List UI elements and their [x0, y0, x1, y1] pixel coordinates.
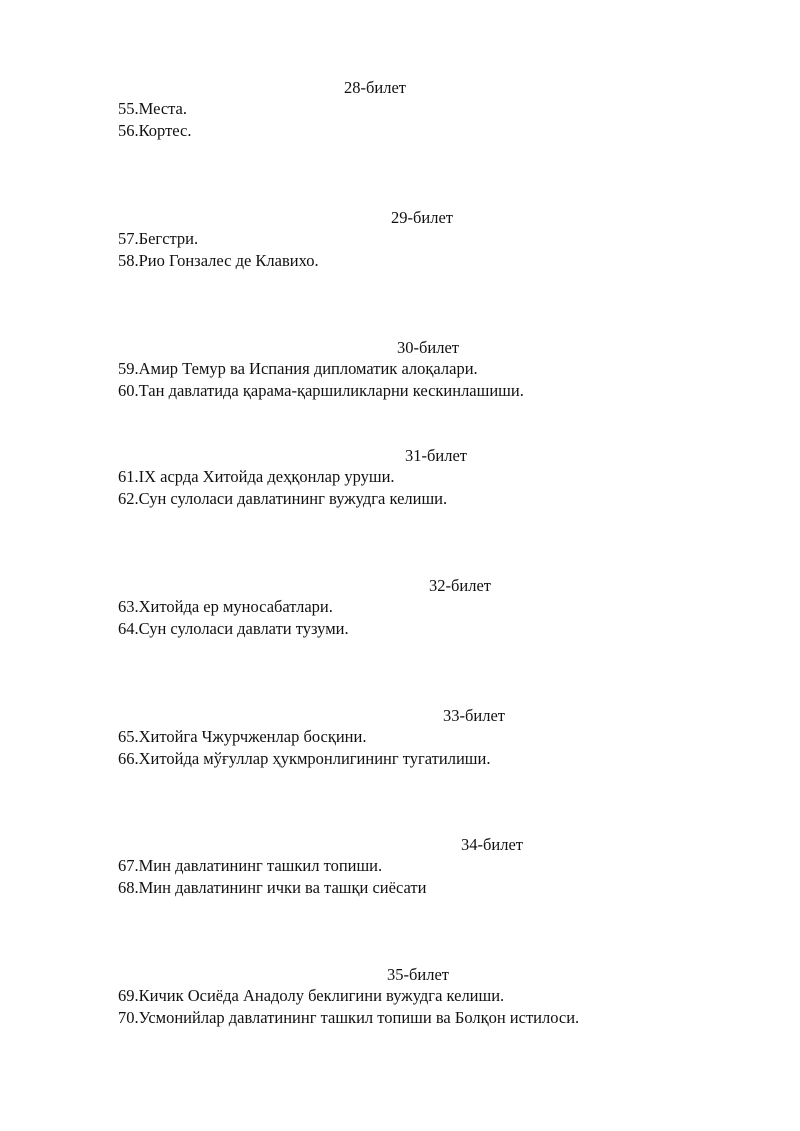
- ticket-title: 32-билет: [429, 576, 491, 595]
- ticket-title: 29-билет: [391, 208, 453, 227]
- question-item: 65.Хитойга Чжурчженлар босқини.: [118, 727, 367, 746]
- ticket-title: 33-билет: [443, 706, 505, 725]
- question-item: 66.Хитойда мўғуллар ҳукмронлигининг тугатилиши.: [118, 749, 491, 768]
- question-item: 64.Сун сулоласи давлати тузуми.: [118, 619, 349, 638]
- ticket-title: 34-билет: [461, 835, 523, 854]
- question-item: 69.Кичик Осиёда Анадолу беклигини вужудга келиши.: [118, 986, 505, 1005]
- question-item: 63.Хитойда ер муносабатлари.: [118, 597, 333, 616]
- question-item: 58.Рио Гонзалес де Клавихо.: [118, 251, 319, 270]
- question-item: 59.Амир Темур ва Испания дипломатик алоқалари.: [118, 359, 478, 378]
- ticket-title: 28-билет: [344, 78, 406, 97]
- ticket-title: 31-билет: [405, 446, 467, 465]
- question-item: 70.Усмонийлар давлатининг ташкил топиши ва Болқон истилоси.: [118, 1008, 580, 1027]
- question-item: 62.Сун сулоласи давлатининг вужудга келиши.: [118, 489, 448, 508]
- question-item: 67.Мин давлатининг ташкил топиши.: [118, 856, 383, 875]
- question-item: 57.Бегстри.: [118, 229, 199, 248]
- ticket-title: 30-билет: [397, 338, 459, 357]
- question-item: 61.IX асрда Хитойда деҳқонлар уруши.: [118, 467, 395, 486]
- question-item: 60.Тан давлатида қарама-қаршиликларни кескинлашиши.: [118, 381, 524, 400]
- ticket-title: 35-билет: [387, 965, 449, 984]
- question-item: 68.Мин давлатининг ички ва ташқи сиёсати: [118, 878, 427, 897]
- question-item: 55.Места.: [118, 99, 187, 118]
- question-item: 56.Кортес.: [118, 121, 192, 140]
